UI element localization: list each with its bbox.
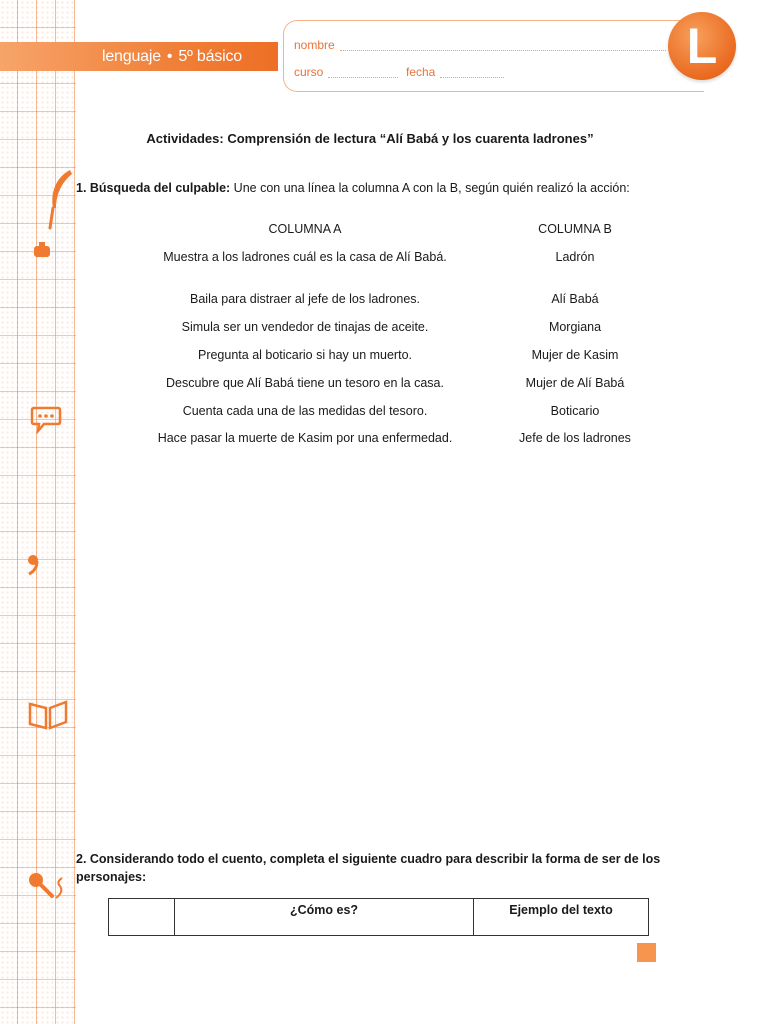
subject-label [102,44,242,69]
column-b-item[interactable]: Ladrón [555,250,595,264]
name-label: nombre [294,38,335,52]
column-b-item[interactable]: Alí Babá [551,292,599,306]
subject-name: lenguaje [102,48,161,65]
comma-icon [24,552,42,576]
example-header-cell[interactable]: Ejemplo del texto [474,899,649,936]
activity-1-prompt [76,181,630,195]
page-marker [637,943,656,962]
course-field[interactable] [328,76,398,78]
column-a-item[interactable]: Baila para distraer al jefe de los ladrones. [190,292,420,306]
column-a-item[interactable]: Pregunta al boticario si hay un muerto. [197,348,412,362]
activity-2-prompt: 2. Considerando todo el cuento, completa el siguiente cuadro para describir la forma de ser de los personajes: [76,852,661,884]
student-info-box [283,20,704,92]
microphone-icon [26,870,70,906]
activity-1-instruction: Une con una línea la columna A con la B, según quién realizó la acción: [230,181,630,195]
character-header-cell[interactable] [109,899,175,936]
name-field[interactable] [340,49,666,51]
speech-bubble-icon [30,404,62,434]
course-label: curso [294,65,324,79]
column-b-header: COLUMNA B [538,222,612,236]
subject-logo: L [668,12,736,80]
table-row [109,899,649,936]
column-a-item[interactable]: Cuenta cada una de las medidas del tesoro. [182,404,428,418]
column-b-item[interactable]: Morgiana [548,320,602,334]
character-table [108,898,649,936]
column-b-item[interactable]: Mujer de Alí Babá [525,376,625,390]
column-a-item[interactable]: Descubre que Alí Babá tiene un tesoro en la casa. [166,376,444,390]
date-label: fecha [406,65,436,79]
column-b-item[interactable]: Jefe de los ladrones [519,431,631,445]
quill-icon [44,168,74,230]
grade-label: 5º básico [178,48,242,65]
column-a-item[interactable]: Simula ser un vendedor de tinajas de aceite. [181,320,429,334]
column-a-header: COLUMNA A [268,222,342,236]
open-book-icon [26,696,70,732]
date-field[interactable] [440,76,504,78]
page-title: Actividades: Comprensión de lectura “Alí Babá y los cuarenta ladrones” [146,131,594,146]
column-b-item[interactable]: Mujer de Kasim [531,348,619,362]
inkpot-icon [30,240,56,260]
how-is-header-cell[interactable]: ¿Cómo es? [175,899,474,936]
column-a-item[interactable]: Muestra a los ladrones cuál es la casa de Alí Babá. [163,250,447,264]
column-b-item[interactable]: Boticario [550,404,600,418]
column-a-item[interactable]: Hace pasar la muerte de Kasim por una enfermedad. [157,431,453,445]
activity-1-lead: 1. Búsqueda del culpable: [76,181,231,195]
subject-bullet: • [166,48,173,65]
